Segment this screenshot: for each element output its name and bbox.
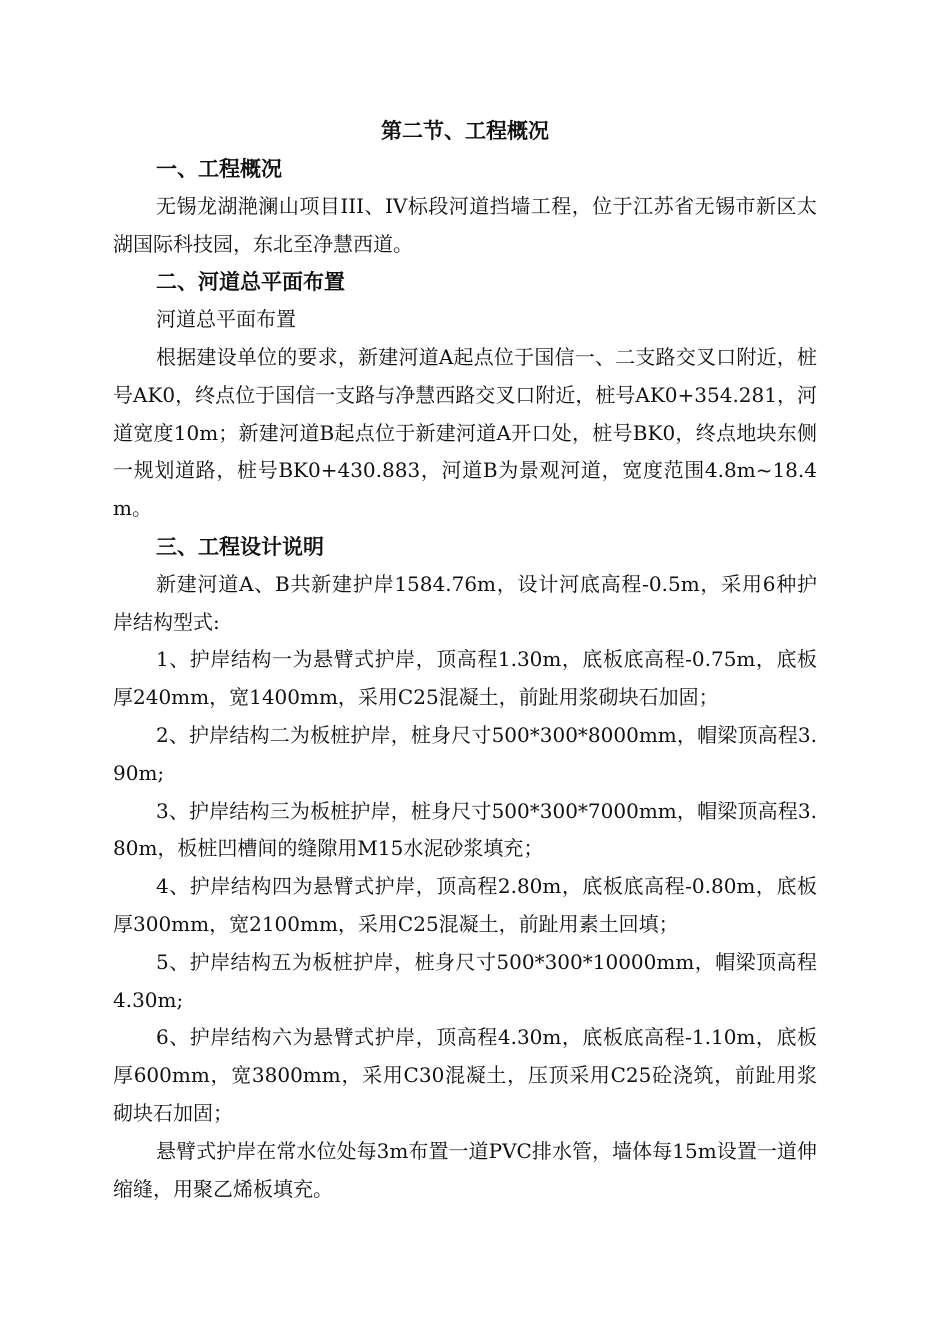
paragraph-drainage: 悬臂式护岸在常水位处每3m布置一道PVC排水管，墙体每15m设置一道伸缩缝，用聚乙烯板填充。 bbox=[113, 1138, 817, 1201]
paragraph-structure-2: 2、护岸结构二为板桩护岸，桩身尺寸500*300*8000mm，帽梁顶高程3.90m; bbox=[113, 722, 817, 785]
document-page bbox=[113, 112, 817, 1208]
section-heading-design: 三、工程设计说明 bbox=[156, 533, 324, 559]
paragraph-structure-5: 5、护岸结构五为板桩护岸，桩身尺寸500*300*10000mm，帽梁顶高程4.30m; bbox=[113, 949, 817, 1012]
paragraph-layout-detail: 根据建设单位的要求，新建河道A起点位于国信一、二支路交叉口附近，桩号AK0，终点位于国信一支路与净慧西路交叉口附近，桩号AK0+354.281，河道宽度10m；新建河道B起点位于新建河道A开口处，桩号BK0，终点地块东侧一规划道路，桩号BK0+430.883，河道B为景观河道，宽度范围4.8m~18.4m。 bbox=[113, 344, 817, 521]
paragraph-structure-3: 3、护岸结构三为板桩护岸，桩身尺寸500*300*7000mm，帽梁顶高程3.80m，板桩凹槽间的缝隙用M15水泥砂浆填充； bbox=[113, 798, 817, 861]
paragraph-overview: 无锡龙湖滟澜山项目III、IV标段河道挡墙工程，位于江苏省无锡市新区太湖国际科技园，东北至净慧西道。 bbox=[113, 193, 817, 256]
paragraph-structure-4: 4、护岸结构四为悬臂式护岸，顶高程2.80m，底板底高程-0.80m，底板厚300mm，宽2100mm，采用C25混凝土，前趾用素土回填； bbox=[113, 874, 817, 936]
section-heading-overview: 一、工程概况 bbox=[156, 156, 282, 181]
paragraph-structure-6: 6、护岸结构六为悬臂式护岸，顶高程4.30m，底板底高程-1.10m，底板厚600mm，宽3800mm，采用C30混凝土，压顶采用C25砼浇筑，前趾用浆砌块石加固； bbox=[113, 1025, 817, 1125]
section-heading-layout: 二、河道总平面布置 bbox=[156, 269, 345, 295]
page-title: 第二节、工程概况 bbox=[381, 118, 549, 143]
paragraph-design-intro: 新建河道A、B共新建护岸1584.76m，设计河底高程-0.5m，采用6种护岸结构型式: bbox=[113, 571, 817, 634]
paragraph-structure-1: 1、护岸结构一为悬臂式护岸，顶高程1.30m，底板底高程-0.75m，底板厚240mm，宽1400mm，采用C25混凝土，前趾用浆砌块石加固； bbox=[113, 647, 817, 710]
paragraph-layout-label: 河道总平面布置 bbox=[156, 307, 296, 332]
